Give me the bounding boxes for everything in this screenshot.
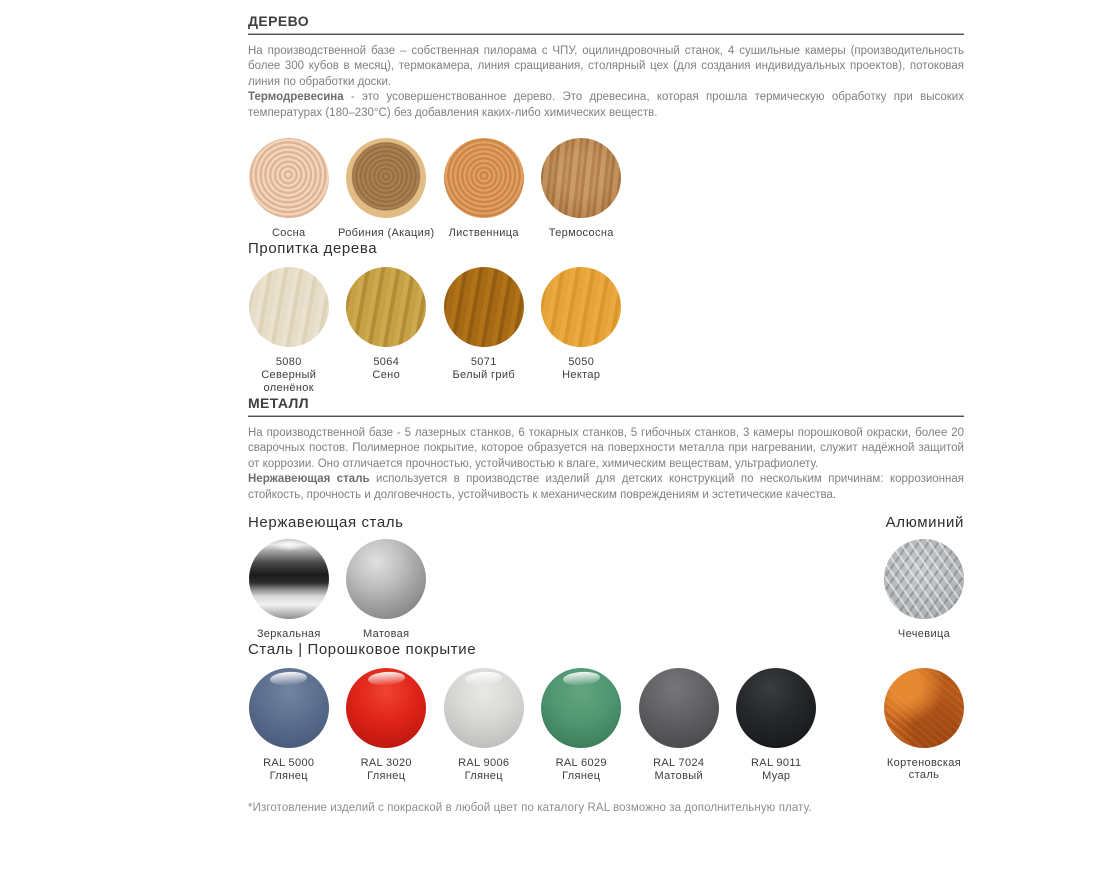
impregnation-item: [435, 267, 533, 395]
thermowood-paragraph: [248, 90, 964, 121]
impregnation-5064-swatch: [346, 267, 426, 347]
wood-species-item: [338, 138, 436, 240]
mirror-steel-label: Зеркальная: [256, 628, 321, 641]
impregnation-heading: Пропитка дерева: [248, 239, 378, 257]
powder-item: [435, 668, 533, 783]
wood-species-item: [435, 138, 533, 240]
impregnation-5064-name: Сено: [372, 369, 401, 382]
corten-steel-swatch: [884, 668, 964, 748]
mirror-steel-swatch: [249, 539, 329, 619]
impregnation-item: [338, 267, 436, 395]
matte-steel-swatch: [346, 539, 426, 619]
impregnation-5080-name: Северный оленёнок: [261, 369, 317, 394]
powder-item: [338, 668, 436, 783]
ral-7024-finish: Матовый: [654, 770, 704, 783]
impregnation-5050-code: 5050: [568, 355, 595, 368]
ral-6029-finish: Глянец: [562, 770, 601, 783]
ral-6029-code: RAL 6029: [555, 756, 607, 769]
ral-9006-finish: Глянец: [464, 770, 503, 783]
aluminum-checker-swatch: [884, 539, 964, 619]
impregnation-5064-code: 5064: [373, 355, 400, 368]
metal-intro-text: На производственной базе - 5 лазерных станков, 6 токарных станков, 5 гибочных станков, 3 камеры порошковой окраски, более 20 сварочных постов. Полимерное покрытие, которое образуется на поверхности металла при нагревании, служит надёжной защитой от коррозии. Оно отличается прочностью, устойчивостью к влаге, химическим веществам, ультрафиолету.: [248, 427, 964, 470]
impregnation-item: [240, 267, 338, 395]
thermowood-text: - это усовершенствованное дерево. Это древесина, которая прошла термическую обработку при высоких температурах (180–230°С) без добавления каких-либо химических веществ.: [248, 91, 964, 119]
wood-species-item: [240, 138, 338, 240]
impregnation-row: [240, 267, 964, 395]
impregnation-5071-code: 5071: [470, 355, 497, 368]
ral-9011-code: RAL 9011: [750, 756, 802, 769]
impregnation-5050-swatch: [541, 267, 621, 347]
aluminum-heading: Алюминий: [885, 514, 964, 532]
stainless-item: [240, 539, 338, 641]
ral-7024-swatch: [639, 668, 719, 748]
thermopine-swatch: [541, 138, 621, 218]
ral-3020-code: RAL 3020: [360, 756, 412, 769]
ral-5000-finish: Глянец: [269, 770, 308, 783]
stainless-aluminum-headings: [248, 514, 964, 531]
ral-5000-swatch: [249, 668, 329, 748]
ral-7024-code: RAL 7024: [653, 756, 705, 769]
ral-5000-code: RAL 5000: [263, 756, 315, 769]
ral-9011-finish: Муар: [762, 770, 791, 783]
matte-steel-label: Матовая: [363, 628, 410, 641]
ral-3020-finish: Глянец: [367, 770, 406, 783]
aluminum-item: [875, 539, 973, 641]
powder-item: [240, 668, 338, 783]
wood-intro-text: На производственной базе – собственная пилорама с ЧПУ, оцилиндровочный станок, 4 сушильные камеры (производительность более 300 кубов в месяц), термокамера, линия сращивания, столярный цех (для создания индивидуальных проектов), потоковая линия по обработки доски.: [248, 45, 964, 88]
ral-6029-swatch: [541, 668, 621, 748]
impregnation-item: [533, 267, 631, 395]
stainless-lead: Нержавеющая сталь: [248, 473, 370, 486]
impregnation-5080-swatch: [249, 267, 329, 347]
wood-species-row: [240, 138, 964, 240]
wood-section-title: ДЕРЕВО: [248, 13, 310, 29]
stainless-paragraph: [248, 472, 964, 503]
wood-section-rule: [248, 33, 964, 35]
metal-section-title: МЕТАЛЛ: [248, 395, 309, 412]
powder-coating-heading: Сталь | Порошковое покрытие: [248, 640, 477, 658]
aluminum-checker-label: Чечевица: [897, 628, 951, 641]
powder-item: [728, 668, 826, 783]
stainless-item: [338, 539, 436, 641]
wood-intro-paragraph: [248, 44, 964, 90]
ral-3020-swatch: [346, 668, 426, 748]
thermopine-label: Термососна: [548, 227, 614, 240]
stainless-text: используется в производстве изделий для детских конструкций по нескольким причинам: коррозионная стойкость, прочность и долговечность, устойчивость к механическим повреждениям и эстетические качества.: [248, 473, 965, 501]
page-content: [248, 12, 964, 814]
ral-9011-swatch: [736, 668, 816, 748]
robinia-label: Робиния (Акация): [338, 227, 435, 240]
metal-section-rule: [248, 415, 964, 417]
powder-item: [630, 668, 728, 783]
ral-footnote: *Изготовление изделий с покраской в любой цвет по каталогу RAL возможно за дополнительную плату.: [248, 801, 812, 814]
robinia-swatch: [346, 138, 426, 218]
powder-item: [533, 668, 631, 783]
powder-coating-row: [240, 668, 964, 783]
ral-9006-code: RAL 9006: [458, 756, 510, 769]
pine-swatch: [249, 138, 329, 218]
larch-label: Лиственница: [448, 227, 519, 240]
impregnation-5071-name: Белый гриб: [452, 369, 516, 382]
stainless-heading: Нержавеющая сталь: [248, 514, 404, 532]
impregnation-5050-name: Нектар: [562, 369, 601, 382]
pine-label: Сосна: [271, 227, 306, 240]
stainless-row: [240, 539, 964, 641]
ral-9006-swatch: [444, 668, 524, 748]
impregnation-5071-swatch: [444, 267, 524, 347]
larch-swatch: [444, 138, 524, 218]
metal-intro-paragraph: [248, 426, 964, 472]
corten-item: [875, 668, 973, 783]
thermowood-lead: Термодревесина: [248, 91, 344, 104]
wood-species-item: [533, 138, 631, 240]
impregnation-5080-code: 5080: [275, 355, 302, 368]
corten-steel-label: Кортеновская сталь: [886, 756, 962, 782]
